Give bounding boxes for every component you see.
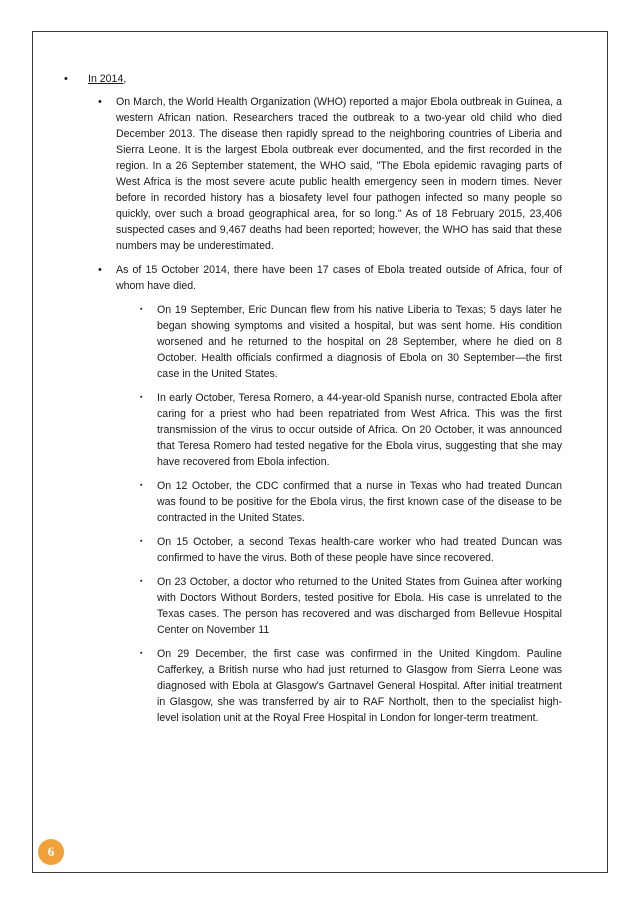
sub-list-item: [128, 574, 562, 638]
sub-list-item: [128, 534, 562, 566]
bullet-square-icon: ▪: [140, 306, 143, 313]
sub-list-item-text: On 29 December, the first case was confirmed in the United Kingdom. Pauline Cafferkey, a British nurse who had just returned to Glasgow from Sierra Leone was diagnosed with Ebola at Glasgow's Gartnavel General Hospital. After initial treatment in Glasgow, she was transferred by air to RAF Northolt, then to the specialist high-level isolation unit at the Royal Free Hospital in London for longer-term treatment.: [157, 648, 562, 724]
page-number-badge: [38, 839, 64, 865]
sub-list-item-text: On 12 October, the CDC confirmed that a nurse in Texas who had treated Duncan was found to be positive for the Ebola virus, the first known case of the disease to be contracted in the United States.: [157, 480, 562, 524]
sub-list-item: [128, 302, 562, 382]
bullet-dot-icon: •: [98, 264, 102, 276]
list-item: [88, 94, 562, 254]
sub-list-item-text: On 15 October, a second Texas health-care worker who had treated Duncan was confirmed to have the virus. Both of these people have since recovered.: [157, 536, 562, 564]
sub-list-item-text: On 19 September, Eric Duncan flew from his native Liberia to Texas; 5 days later he began showing symptoms and visited a hospital, but was sent home. His condition worsened and he returned to the hospital on 28 September, where he died on 8 October. Health officials confirmed a diagnosis of Ebola on 30 September—the first case in the United States.: [157, 304, 562, 380]
heading-suffix: ,: [123, 73, 127, 85]
bullet-dot-icon: •: [64, 73, 68, 85]
sub-list-item: [128, 646, 562, 726]
bullet-square-icon: ▪: [140, 394, 143, 401]
heading-year: In 2014: [88, 73, 124, 85]
document-body: [62, 71, 562, 734]
bullet-square-icon: ▪: [140, 578, 143, 585]
sub-list-item-text: In early October, Teresa Romero, a 44-year-old Spanish nurse, contracted Ebola after caring for a priest who had been repatriated from West Africa. This was the first transmission of the virus to occur outside of Africa. On 20 October, it was announced that Teresa Romero had tested negative for the Ebola virus, suggesting that she may have recovered from Ebola infection.: [157, 392, 562, 468]
section-heading: [62, 71, 562, 87]
list-item: [88, 262, 562, 294]
bullet-square-icon: ▪: [140, 482, 143, 489]
sub-list-item-text: On 23 October, a doctor who returned to the United States from Guinea after working with Doctors Without Borders, tested positive for Ebola. His case is unrelated to the Texas cases. The person has recovered and was discharged from Bellevue Hospital Center on November 11: [157, 576, 562, 636]
sub-list-item: [128, 478, 562, 526]
list-item-text: As of 15 October 2014, there have been 17 cases of Ebola treated outside of Africa, four of whom have died.: [116, 264, 562, 292]
sub-list-item: [128, 390, 562, 470]
page-number: 6: [47, 844, 55, 859]
bullet-dot-icon: •: [98, 96, 102, 108]
bullet-square-icon: ▪: [140, 650, 143, 657]
list-item-text: On March, the World Health Organization (WHO) reported a major Ebola outbreak in Guinea, a western African nation. Researchers traced the outbreak to a two-year old child who died December 2013. The disease then rapidly spread to the neighboring countries of Liberia and Sierra Leone. It is the largest Ebola outbreak ever documented, and the first recorded in the region. In a 26 September statement, the WHO said, "The Ebola epidemic ravaging parts of West Africa is the most severe acute public health emergency seen in modern times. Never before in recorded history has a biosafety level four pathogen infected so many people so quickly, over such a broad geographical area, for so long." As of 18 February 2015, 23,406 suspected cases and 9,467 deaths had been reported; however, the WHO has said that these numbers may be underestimated.: [116, 96, 562, 252]
bullet-square-icon: ▪: [140, 538, 143, 545]
